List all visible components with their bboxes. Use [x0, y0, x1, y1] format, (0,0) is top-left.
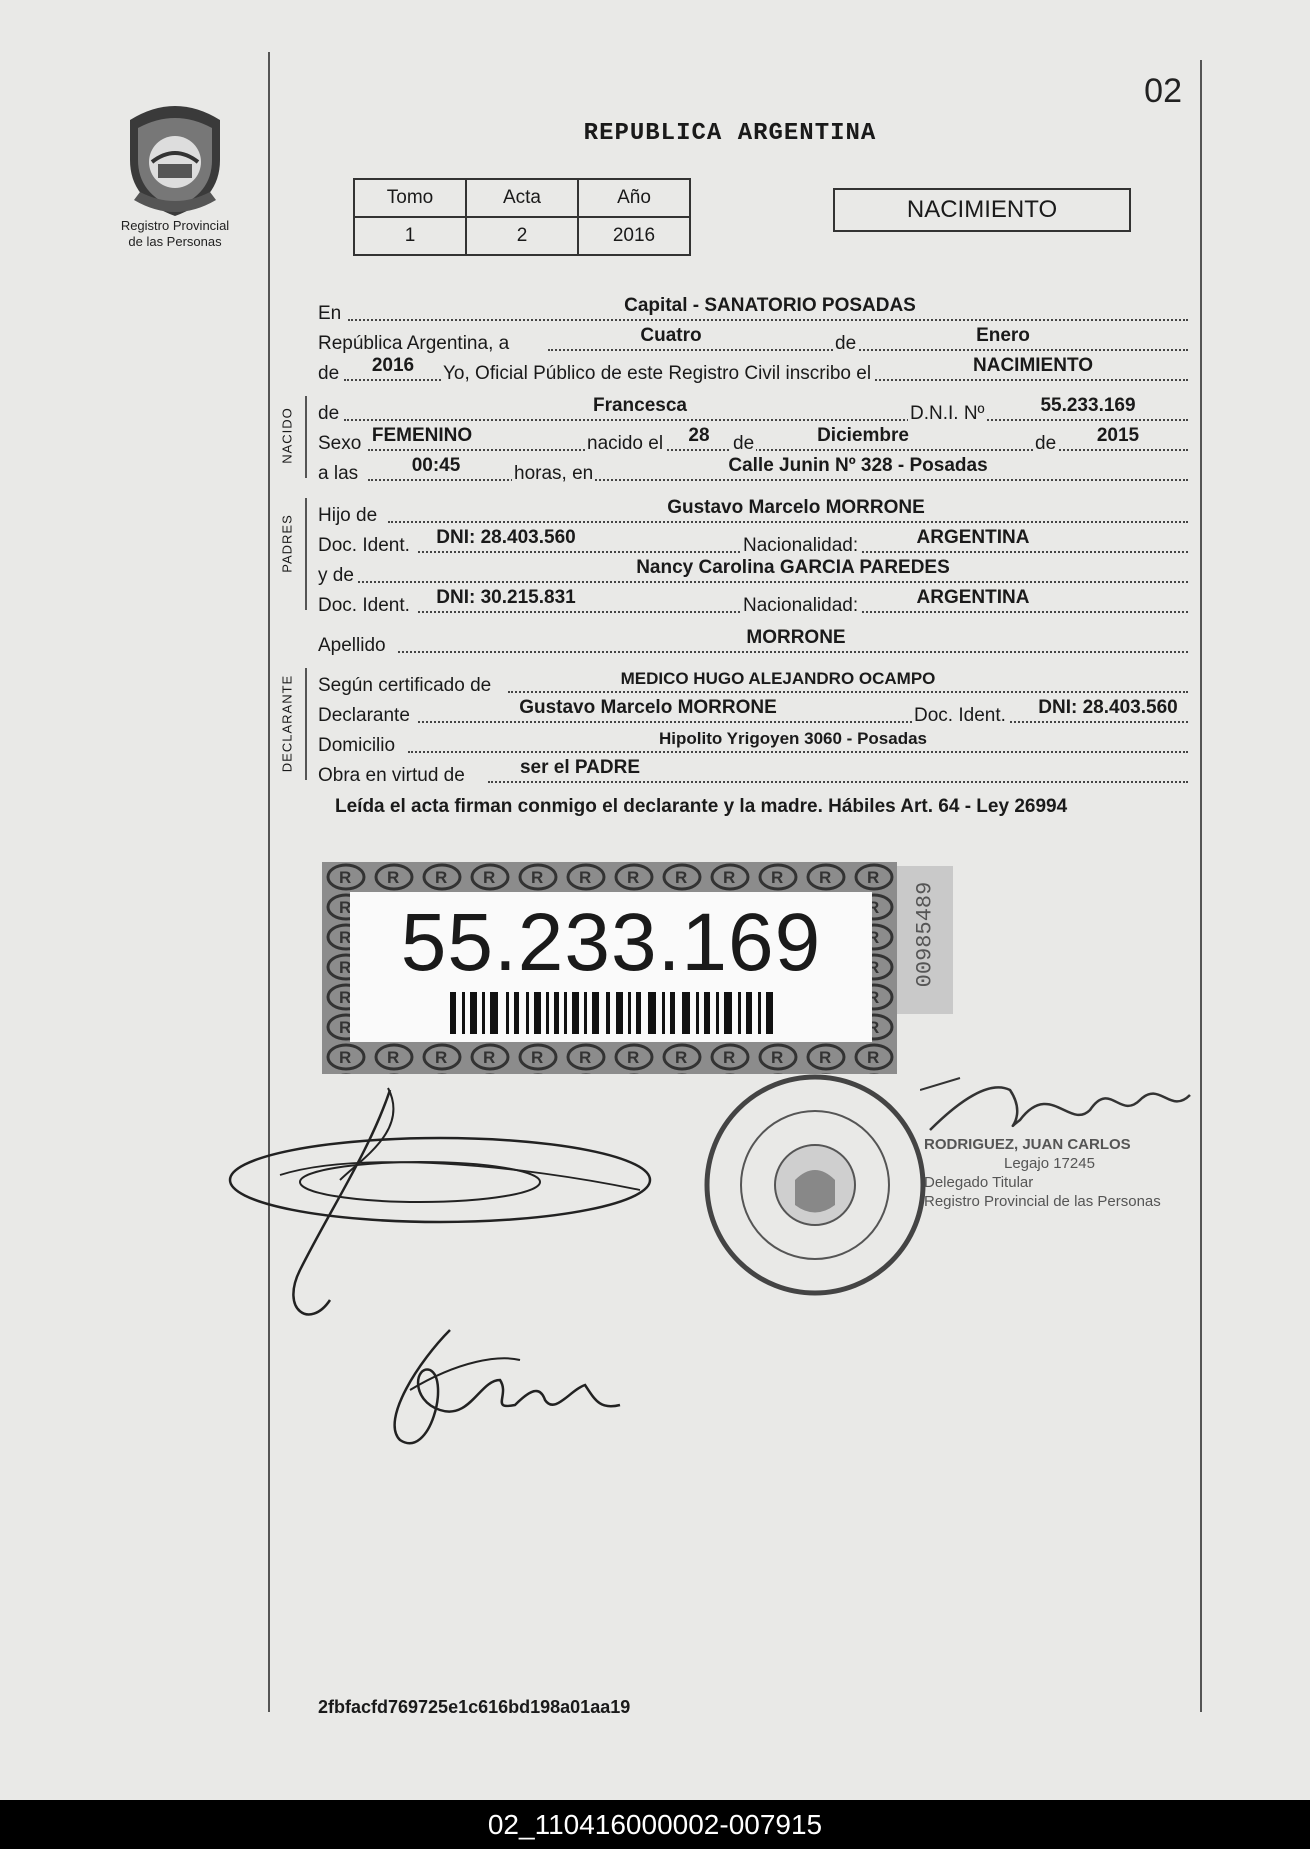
field-nac-mes: Diciembre: [817, 425, 909, 446]
footer-id: 02_110416000002-007915: [487, 1809, 823, 1840]
field-lugar: Capital - SANATORIO POSADAS: [624, 295, 916, 316]
document-hash: 2fbfacfd769725e1c616bd198a01aa19: [318, 1697, 631, 1717]
label-madre-nacionalidad: Nacionalidad:: [743, 595, 859, 616]
label-padre-nacionalidad: Nacionalidad:: [743, 535, 859, 556]
row-certificado: [318, 667, 1178, 697]
side-label-nacido: NACIDO: [279, 407, 295, 464]
official-stamp: [700, 1070, 930, 1300]
field-apellido: MORRONE: [746, 627, 846, 648]
misiones-seal-icon: [120, 100, 230, 218]
registry-table-value-row: [354, 217, 690, 255]
control-code: 00985489: [912, 881, 938, 988]
field-inscripcion: NACIMIENTO: [973, 355, 1093, 376]
field-obra: ser el PADRE: [519, 757, 641, 778]
document-title: REPUBLICA ARGENTINA: [583, 120, 877, 147]
field-mes: Enero: [976, 325, 1030, 346]
field-nombre: Francesca: [592, 395, 688, 416]
row-lugar: [318, 295, 1178, 325]
label-declarante-doc: Doc. Ident.: [914, 705, 1006, 726]
label-y-de: y de: [318, 565, 354, 586]
label-nacido-el: nacido el: [587, 433, 664, 454]
field-lugar-nacimiento: Calle Junin Nº 328 - Posadas: [728, 455, 988, 476]
barcode-bars: [450, 992, 780, 1034]
label-madre-doc: Doc. Ident.: [318, 595, 410, 616]
control-code-tab: [897, 866, 953, 1014]
value-anio: 2016: [578, 217, 690, 255]
field-madre: Nancy Carolina GARCIA PAREDES: [636, 557, 950, 578]
row-nombre-dni: [318, 395, 1178, 425]
label-oficial: Yo, Oficial Público de este Registro Civil inscribo el: [443, 363, 872, 384]
declarante-bracket: [305, 668, 307, 780]
field-declarante-dni: DNI: 28.403.560: [1038, 697, 1178, 718]
row-declarante: [318, 697, 1178, 727]
row-madre: [318, 557, 1178, 587]
official-cargo: Delegado Titular: [924, 1174, 1034, 1191]
field-nac-dia: 28: [688, 425, 710, 446]
header-acta: Acta: [466, 179, 578, 217]
mother-signature: [370, 1300, 650, 1460]
label-segun-certificado: Según certificado de: [318, 675, 492, 696]
label-padre-doc: Doc. Ident.: [318, 535, 410, 556]
barcode-frame: [322, 862, 897, 1074]
label-a-las: a las: [318, 463, 359, 484]
value-tomo: 1: [354, 217, 466, 255]
official-name: RODRIGUEZ, JUAN CARLOS: [924, 1136, 1131, 1153]
field-certificado: MEDICO HUGO ALEJANDRO OCAMPO: [620, 669, 936, 688]
label-obra: Obra en virtud de: [318, 765, 465, 786]
header-anio: Año: [578, 179, 690, 217]
label-de-nombre: de: [318, 403, 340, 424]
official-signature-caption: [924, 1135, 1161, 1211]
logo-caption-line-1: Registro Provincial: [120, 218, 230, 233]
label-horas-en: horas, en: [514, 463, 594, 484]
field-madre-dni: DNI: 30.215.831: [436, 587, 576, 608]
row-anio-oficial: [318, 355, 1178, 385]
page-number: 02: [1144, 72, 1182, 110]
registry-table-header-row: [354, 179, 690, 217]
row-padre: [318, 497, 1178, 527]
nacido-bracket: [305, 396, 307, 478]
label-de-mes: de: [835, 333, 857, 354]
field-dni: 55.233.169: [1040, 395, 1136, 416]
value-acta: 2: [466, 217, 578, 255]
field-padre: Gustavo Marcelo MORRONE: [667, 497, 925, 518]
label-apellido: Apellido: [318, 635, 386, 656]
barcode-label: [350, 892, 872, 1042]
registry-table: [353, 178, 691, 256]
field-sexo: FEMENINO: [371, 425, 473, 446]
right-margin-line: [1200, 60, 1202, 1712]
row-sexo-nacimiento: [318, 425, 1178, 455]
field-declarante: Gustavo Marcelo MORRONE: [519, 697, 777, 718]
padres-bracket: [305, 498, 307, 610]
field-dia: Cuatro: [640, 325, 702, 346]
field-hora: 00:45: [411, 455, 461, 476]
label-hijo-de: Hijo de: [318, 505, 378, 526]
label-en: En: [318, 303, 342, 324]
label-sexo: Sexo: [318, 433, 362, 454]
field-padre-nacionalidad: ARGENTINA: [916, 527, 1030, 548]
label-republica: República Argentina, a: [318, 333, 510, 354]
label-de-anio: de: [318, 363, 340, 384]
label-de-nac-anio: de: [1035, 433, 1057, 454]
label-domicilio: Domicilio: [318, 735, 396, 756]
official-legajo: Legajo 17245: [1004, 1155, 1095, 1172]
official-registro: Registro Provincial de las Personas: [924, 1193, 1161, 1210]
row-apellido: [318, 627, 1178, 657]
row-madre-doc: [318, 587, 1178, 617]
field-anio: 2016: [371, 355, 415, 376]
barcode-number: 55.233.169: [400, 897, 822, 988]
label-dni: D.N.I. Nº: [910, 403, 985, 424]
row-hora-lugar: [318, 455, 1178, 485]
side-label-padres: PADRES: [279, 514, 295, 573]
row-obra: [318, 757, 1178, 787]
footer-id-bar: [0, 1800, 1310, 1849]
row-domicilio: [318, 727, 1178, 757]
field-domicilio: Hipolito Yrigoyen 3060 - Posadas: [659, 729, 927, 748]
label-declarante: Declarante: [318, 705, 410, 726]
record-type-box: NACIMIENTO: [833, 188, 1131, 232]
closing-note: Leída el acta firman conmigo el declarante y la madre. Hábiles Art. 64 - Ley 26994: [335, 796, 1068, 817]
field-padre-dni: DNI: 28.403.560: [436, 527, 576, 548]
row-fecha-inscripcion: [318, 325, 1178, 355]
side-label-declarante: DECLARANTE: [279, 674, 295, 773]
label-de-nac-mes: de: [733, 433, 755, 454]
row-padre-doc: [318, 527, 1178, 557]
field-madre-nacionalidad: ARGENTINA: [916, 587, 1030, 608]
logo-caption-line-2: de las Personas: [128, 234, 222, 249]
field-nac-anio: 2015: [1096, 425, 1140, 446]
header-tomo: Tomo: [354, 179, 466, 217]
